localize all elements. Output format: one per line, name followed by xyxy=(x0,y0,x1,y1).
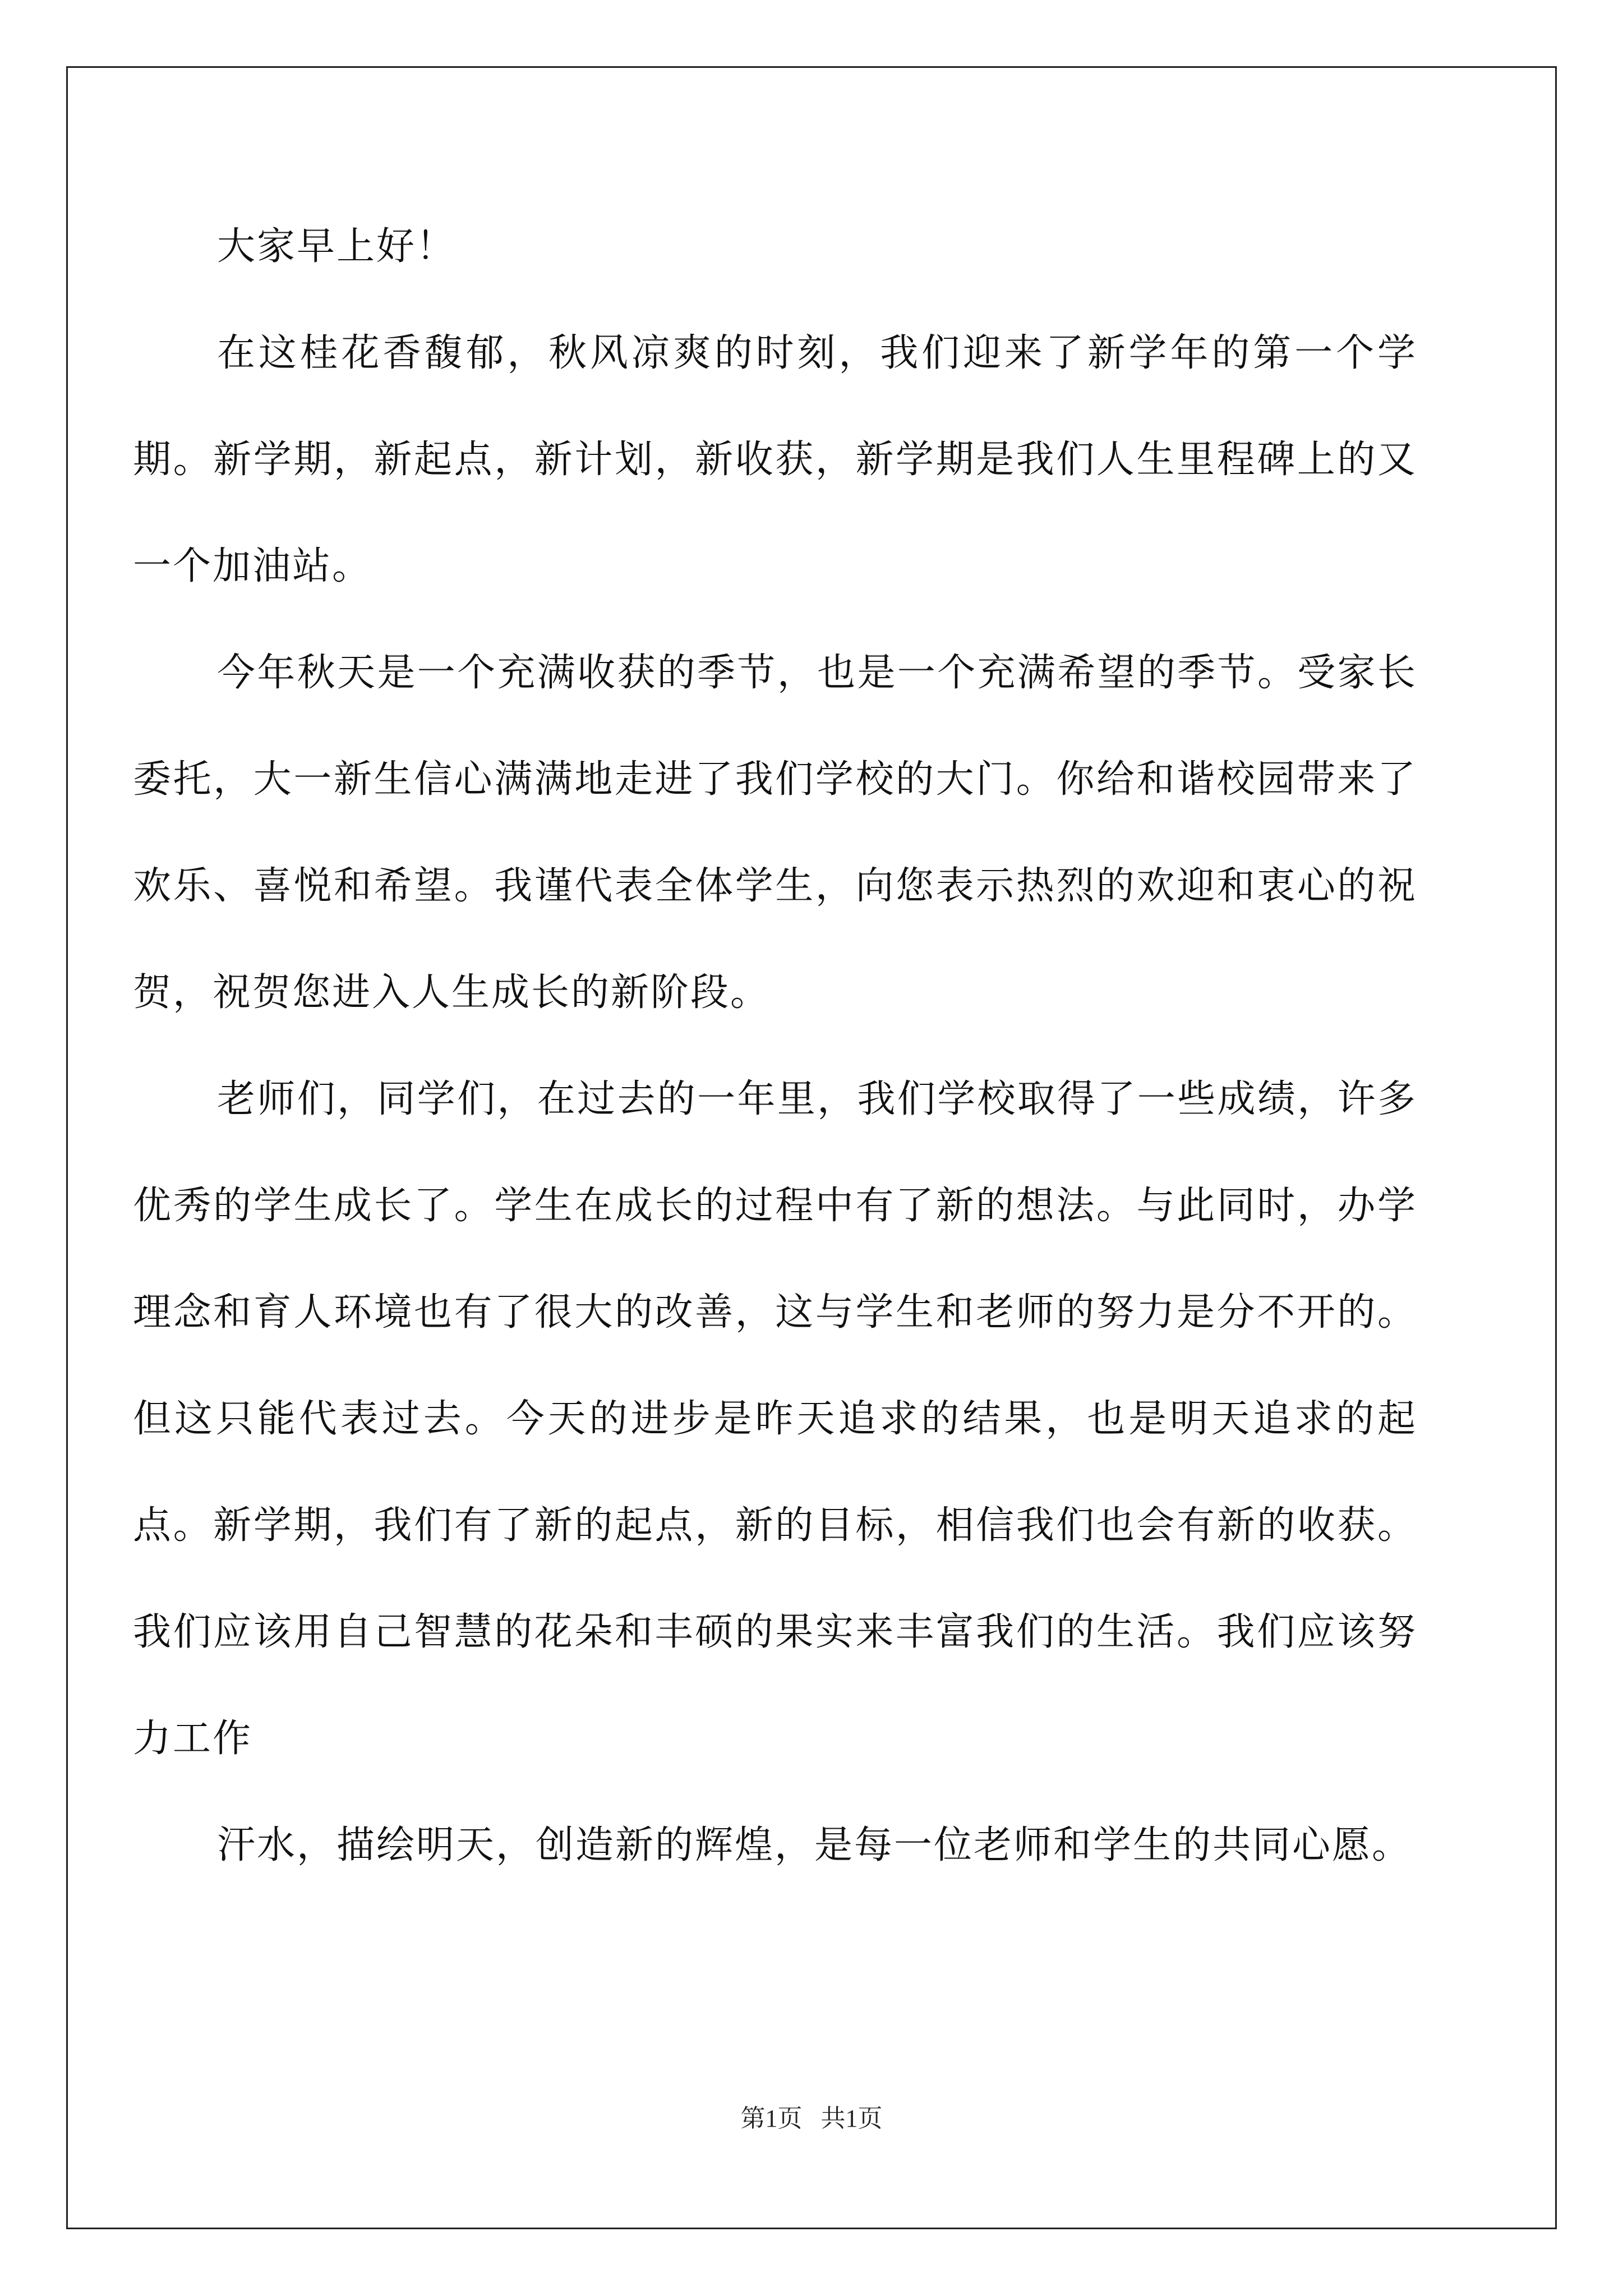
paragraph-achievements: 老师们，同学们，在过去的一年里，我们学校取得了一些成绩，许多优秀的学生成长了。学生在成长的过程中有了新的想法。与此同时，办学理念和育人环境也有了很大的改善，这与学生和老师的努力是分不开的。但这只能代表过去。今天的进步是昨天追求的结果，也是明天追求的起点。新学期，我们有了新的起点，新的目标，相信我们也会有新的收获。我们应该用自己智慧的花朵和丰硕的果实来丰富我们的生活。我们应该努力工作 xyxy=(133,1077,1417,1761)
paragraph-new-semester: 在这桂花香馥郁，秋风凉爽的时刻，我们迎来了新学年的第一个学期。新学期，新起点，新计划，新收获，新学期是我们人生里程碑上的又一个加油站。 xyxy=(133,331,1417,588)
document-body xyxy=(133,194,1417,1899)
paragraph-autumn-welcome: 今年秋天是一个充满收获的季节，也是一个充满希望的季节。受家长委托，大一新生信心满满地走进了我们学校的大门。你给和谐校园带来了欢乐、喜悦和希望。我谨代表全体学生，向您表示热烈的欢迎和衷心的祝贺，祝贺您进入人生成长的新阶段。 xyxy=(133,651,1417,1015)
page-number: 第1页 xyxy=(740,2105,803,2132)
paragraph-greeting: 大家早上好！ xyxy=(217,224,457,269)
page-footer xyxy=(0,2098,1623,2134)
page-total: 共1页 xyxy=(820,2105,883,2132)
paragraph-closing: 汗水，描绘明天，创造新的辉煌，是每一位老师和学生的共同心愿。 xyxy=(217,1823,1412,1867)
